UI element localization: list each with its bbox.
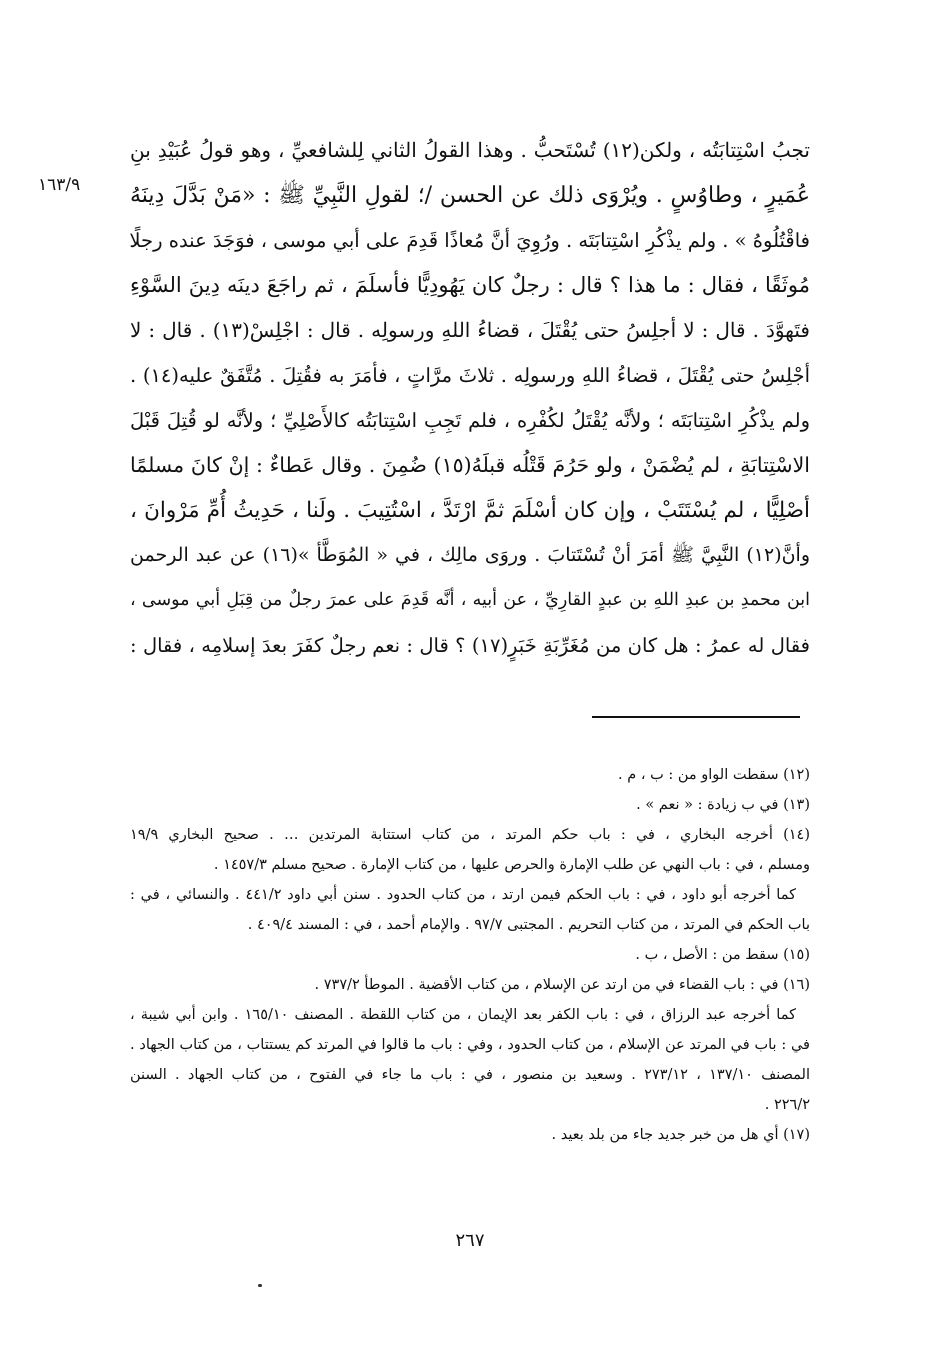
text-line: ولم يذْكُرِ اسْتِتابَتَه ؛ ولأنَّه يُقْتَلُ لكُفْرِه ، فلم تَجِبِ اسْتِتابَتُه كالأَصْلِيِّ ؛ ولأنَّه لو قُتِلَ قَبْلَ [130, 409, 810, 432]
scan-speck [258, 1284, 262, 1287]
text-line: عُمَيرٍ ، وطاوُسٍ . ويُرْوَى ذلك عن الحسن /؛ لقولِ النَّبِيِّ ﷺ : «مَنْ بَدَّلَ دِينَهُ [130, 183, 810, 208]
footnote-continuation: باب الحكم في المرتد ، من كتاب التحريم . المجتبى ٩٧/٧ . والإمام أحمد ، في : المسند ٤٠٩/٤ . [247, 917, 810, 933]
text-line: ابن محمدِ بن عبدِ اللهِ بن عبدٍ القارِيِّ ، عن أبيه ، أنَّه قَدِمَ على عمرَ رجلٌ من قِبَلِ أبي موسى ، [130, 590, 810, 610]
main-text [130, 128, 810, 668]
footnote-continuation: ومسلم ، في : باب النهي عن طلب الإمارة والحرص عليها ، من كتاب الإمارة . صحيح مسلم ١٤٥٧/٣ . [213, 857, 810, 873]
footnote: (١٣) في ب زيادة : « نعم » . [636, 797, 810, 813]
footnote: (١٦) في : باب القضاء في من ارتد عن الإسلام ، من كتاب الأقضية . الموطأ ٧٣٧/٢ . [314, 977, 810, 993]
footnote-continuation: كما أخرجه أبو داود ، في : باب الحكم فيمن ارتد ، من كتاب الحدود . سنن أبي داود ٤٤١/٢ . والنسائي ، في : [130, 887, 796, 903]
footnote-continuation: في : باب في المرتد عن الإسلام ، من كتاب الحدود ، وفي : باب ما قالوا في المرتد كم يستتاب ، من كتاب الجهاد . [130, 1037, 810, 1053]
margin-reference: ١٦٣/٩ [38, 175, 81, 195]
footnote-divider [592, 716, 800, 718]
footnotes [130, 760, 810, 1150]
footnote: (١٥) سقط من : الأصل ، ب . [635, 947, 810, 963]
text-line: تجبُ اسْتِتابَتُه ، ولكن(١٢) تُسْتَحبُّ . وهذا القولُ الثاني لِلشافعيِّ ، وهو قولُ عُبَيْدِ بنِ [130, 138, 810, 162]
footnote: (١٧) أي هل من خبر جديد جاء من بلد بعيد . [551, 1127, 810, 1143]
text-line: الاسْتِتابَةِ ، لم يُضْمَنْ ، ولو حَرُمَ قَتْلُه قبلَهُ(١٥) ضُمِنَ . وقال عَطاءٌ : إنْ كانَ مسلمًا [130, 453, 810, 477]
text-line: فقال له عمرُ : هل كان من مُغَرِّبَةِ خَبَرٍ(١٧) ؟ قال : نعم رجلٌ كفَرَ بعدَ إسلامِه ، فقال : [130, 634, 810, 657]
text-line: أصْلِيًّا ، لم يُسْتَتَبْ ، وإن كان أسْلَمَ ثمَّ ارْتَدَّ ، اسْتُتِيبَ . ولَنا ، حَدِيثُ أُمِّ مَرْوانَ ، [130, 498, 810, 523]
text-line: فاقْتُلُوهُ » . ولم يذْكُرِ اسْتِتابَتَه . ورُوِيَ أنَّ مُعاذًا قَدِمَ على أبي موسى ، فوَجَدَ عنده رجلًا [129, 229, 810, 252]
text-line: وأنَّ(١٢) النَّبِيَّ ﷺ أمَرَ أنْ تُسْتَتابَ . وروَى مالِك ، في « المُوَطَّأ »(١٦) عن عبد الرحمن [130, 544, 811, 566]
page-number: ٢٦٧ [455, 1230, 485, 1251]
footnote-continuation: كما أخرجه عبد الرزاق ، في : باب الكفر بعد الإيمان ، من كتاب اللقطة . المصنف ١٦٥/١٠ . وابن أبي شيبة ، [130, 1007, 796, 1023]
footnote-continuation: المصنف ١٣٧/١٠ ، ٢٧٣/١٢ . وسعيد بن منصور ، في : باب ما جاء في الفتوح ، من كتاب الجهاد . السنن [130, 1067, 810, 1083]
footnote: (١٤) أخرجه البخاري ، في : باب حكم المرتد ، من كتاب استتابة المرتدين … . صحيح البخاري ١٩/٩ [130, 827, 810, 843]
footnote-continuation: ٢٢٦/٢ . [764, 1097, 810, 1113]
text-line: فتَهوَّدَ . قال : لا أجلِسُ حتى يُقْتَلَ ، قضاءُ اللهِ ورسولِه . قال : اجْلِسْ(١٣) . قال : لا [130, 318, 810, 342]
text-line: أجْلِسُ حتى يُقْتَلَ ، قضاءُ اللهِ ورسولِه . ثلاثَ مرَّاتٍ ، فأمَرَ به فقُتِلَ . مُتَّفَقٌ عليه(١٤) . [130, 364, 810, 387]
text-line: مُوثَقًا ، فقال : ما هذا ؟ قال : رجلٌ كان يَهُودِيًّا فأسلَمَ ، ثم راجَعَ دينَه دِينَ السَّوْءِ [130, 273, 810, 297]
footnote: (١٢) سقطت الواو من : ب ، م . [618, 767, 810, 783]
